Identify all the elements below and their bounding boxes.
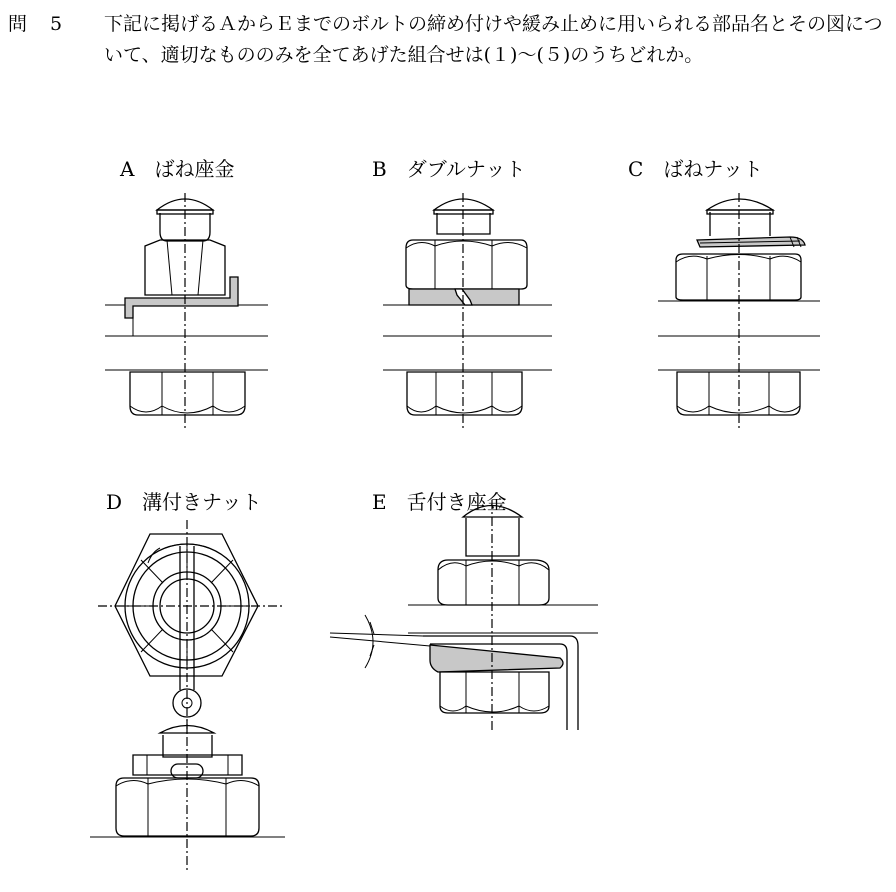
question-number: 問 5 — [8, 13, 65, 35]
figure-d-castle-nut — [90, 520, 285, 870]
figure-d-caption: D 溝付きナット — [106, 490, 262, 514]
figure-c-spring-nut — [658, 193, 820, 430]
figure-b-double-nut — [383, 193, 552, 430]
figure-e-caption: E 舌付き座金 — [372, 490, 507, 514]
figure-b-caption: B ダブルナット — [372, 157, 526, 181]
figure-a-spring-washer — [105, 193, 268, 430]
question-text: 下記に掲げるＡからＥまでのボルトの締め付けや緩み止めに用いられる部品名とその図について、適切なもののみを全てあげた組合せは(１)～(５)のうちどれか。 — [104, 13, 883, 66]
figure-e-tongue-washer — [330, 500, 598, 730]
figure-a-caption: A ばね座金 — [120, 157, 235, 181]
figure-c-caption: C ばねナット — [628, 157, 763, 181]
